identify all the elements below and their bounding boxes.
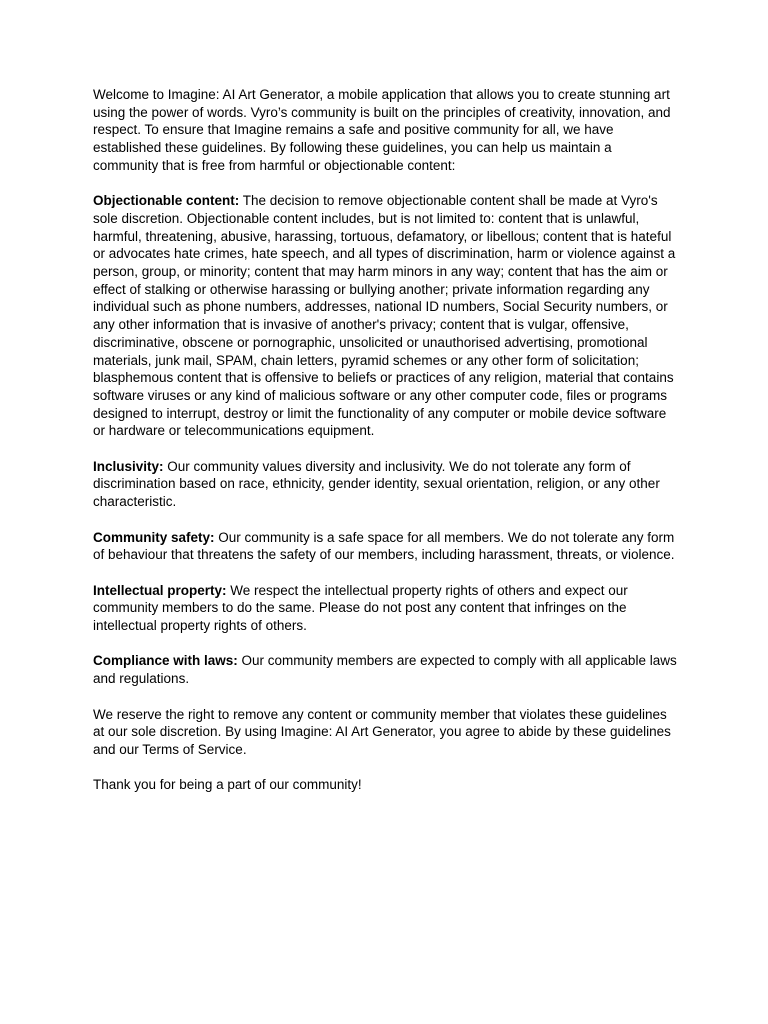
section-objectionable-content (93, 192, 678, 440)
section-body: Our community members are expected to comply with all applicable laws and regulations. (93, 653, 677, 687)
section-community-safety (93, 529, 678, 564)
section-heading: Objectionable content: (93, 193, 240, 209)
section-inclusivity (93, 458, 678, 511)
closing-paragraph: We reserve the right to remove any content or community member that violates these guidelines at our sole discretion. By using Imagine: AI Art Generator, you agree to abide by these guidelines and our Terms of Service. (93, 706, 671, 757)
section-body: The decision to remove objectionable content shall be made at Vyro's sole discretion. Objectionable content includes, but is not limited to: content that is unlawful, harmful, threatening, abusive, harassing, tortuous, defamatory, or libellous; content that is hateful or advocates hate crimes, hate speech, and all types of discrimination, harm or violence against a person, group, or minority; content that may harm minors in any way; content that has the aim or effect of stalking or otherwise harassing or bullying another; private information regarding any individual such as phone numbers, addresses, national ID numbers, Social Security numbers, or any other information that is invasive of another's privacy; content that is vulgar, offensive, discriminative, obscene or pornographic, unsolicited or unauthorised advertising, promotional materials, junk mail, SPAM, chain letters, pyramid schemes or any other form of solicitation; blasphemous content that is offensive to beliefs or practices of any religion, material that contains software viruses or any kind of malicious software or any other computer code, files or programs designed to interrupt, destroy or limit the functionality of any computer or mobile device software or hardware or telecommunications equipment. (93, 193, 676, 439)
section-body: Our community is a safe space for all members. We do not tolerate any form of behaviour that threatens the safety of our members, including harassment, threats, or violence. (93, 529, 675, 563)
section-body: We respect the intellectual property rights of others and expect our community members to do the same. Please do not post any content that infringes on the intellectual property rights of others. (93, 582, 628, 634)
section-heading: Community safety: (93, 529, 215, 545)
section-heading: Compliance with laws: (93, 653, 238, 669)
section-heading: Intellectual property: (93, 582, 227, 598)
section-intellectual-property (93, 582, 678, 635)
section-body: Our community values diversity and inclusivity. We do not tolerate any form of discrimination based on race, ethnicity, gender identity, sexual orientation, religion, or any other characteristic. (93, 458, 660, 510)
intro-paragraph: Welcome to Imagine: AI Art Generator, a mobile application that allows you to create stunning art using the power of words. Vyro’s community is built on the principles of creativity, innovation, and respect. To ensure that Imagine remains a safe and positive community for all, we have established these guidelines. By following these guidelines, you can help us maintain a community that is free from harmful or objectionable content: (93, 87, 671, 173)
section-heading: Inclusivity: (93, 458, 164, 474)
thanks-paragraph: Thank you for being a part of our community! (93, 777, 362, 793)
section-compliance-with-laws (93, 652, 678, 687)
